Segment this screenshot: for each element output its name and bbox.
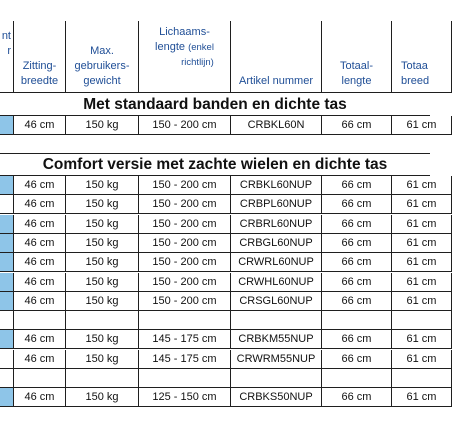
article-number-cell: CRBKM55NUP — [231, 330, 322, 349]
body-length-cell: 150 - 200 cm — [139, 292, 231, 311]
header-seat-width-line1: Zitting- — [22, 60, 57, 72]
body-length-cell: 145 - 175 cm — [139, 350, 231, 369]
max-weight-cell: 150 kg — [66, 176, 139, 195]
total-length-cell: 66 cm — [322, 253, 392, 272]
header-col0-line1: nt — [1, 30, 11, 42]
color-swatch — [0, 311, 14, 330]
seat-width-cell: 46 cm — [14, 292, 66, 311]
header-body-length — [139, 21, 231, 93]
max-weight-cell: 150 kg — [66, 234, 139, 253]
total-width-cell: 61 cm — [392, 215, 452, 234]
max-weight-cell: 150 kg — [66, 195, 139, 214]
max-weight-cell: 150 kg — [66, 215, 139, 234]
header-col0-line2: r — [7, 45, 11, 57]
article-number-cell: CRBKL60NUP — [231, 176, 322, 195]
header-total-length-line1: Totaal- — [339, 60, 374, 72]
header-total-width-line2: breed — [401, 75, 430, 87]
seat-width-cell — [14, 311, 66, 330]
seat-width-cell: 46 cm — [14, 195, 66, 214]
max-weight-cell — [66, 311, 139, 330]
color-swatch — [0, 253, 14, 272]
total-length-cell: 66 cm — [322, 292, 392, 311]
color-swatch — [0, 116, 14, 135]
header-max-weight-line1: Max. — [90, 45, 114, 57]
section-heading-comfort: Comfort versie met zachte wielen en dichte tas — [0, 154, 430, 176]
table-row — [0, 388, 437, 407]
table-row — [0, 311, 430, 330]
max-weight-cell: 150 kg — [66, 292, 139, 311]
total-width-cell: 61 cm — [392, 350, 452, 369]
color-swatch — [0, 350, 14, 369]
max-weight-cell: 150 kg — [66, 388, 139, 407]
body-length-cell: 150 - 200 cm — [139, 116, 231, 135]
header-article-number-label: Artikel nummer — [239, 75, 313, 87]
max-weight-cell: 150 kg — [66, 253, 139, 272]
color-swatch — [0, 369, 14, 388]
total-length-cell: 66 cm — [322, 350, 392, 369]
seat-width-cell: 46 cm — [14, 215, 66, 234]
body-length-cell: 125 - 150 cm — [139, 388, 231, 407]
seat-width-cell: 46 cm — [14, 330, 66, 349]
header-seat-width — [14, 21, 66, 93]
header-max-weight — [66, 21, 139, 93]
header-total-width — [392, 21, 452, 93]
body-length-cell: 150 - 200 cm — [139, 234, 231, 253]
total-length-cell: 66 cm — [322, 388, 392, 407]
max-weight-cell: 150 kg — [66, 273, 139, 292]
total-width-cell: 61 cm — [392, 195, 452, 214]
max-weight-cell — [66, 369, 139, 388]
article-number-cell: CRBRL60NUP — [231, 215, 322, 234]
article-number-cell: CRWRL60NUP — [231, 253, 322, 272]
total-length-cell — [322, 311, 392, 330]
header-max-weight-line3: gewicht — [83, 75, 121, 87]
table-row — [0, 292, 437, 311]
total-length-cell: 66 cm — [322, 234, 392, 253]
table-row — [0, 273, 437, 292]
color-swatch — [0, 292, 14, 311]
header-total-width-line1: Totaa — [401, 60, 428, 72]
article-number-cell: CRWHL60NUP — [231, 273, 322, 292]
total-length-cell: 66 cm — [322, 330, 392, 349]
header-body-length-line2: lengte — [155, 41, 186, 53]
seat-width-cell: 46 cm — [14, 273, 66, 292]
seat-width-cell — [14, 369, 66, 388]
seat-width-cell: 46 cm — [14, 234, 66, 253]
total-width-cell: 61 cm — [392, 234, 452, 253]
header-article-number — [231, 21, 322, 93]
color-swatch — [0, 234, 14, 253]
article-number-cell: CRSGL60NUP — [231, 292, 322, 311]
total-length-cell: 66 cm — [322, 176, 392, 195]
seat-width-cell: 46 cm — [14, 350, 66, 369]
color-swatch — [0, 388, 14, 407]
article-number-cell: CRBGL60NUP — [231, 234, 322, 253]
total-length-cell: 66 cm — [322, 215, 392, 234]
table-row — [0, 176, 437, 195]
article-number-cell: CRBKS50NUP — [231, 388, 322, 407]
color-swatch — [0, 176, 14, 195]
color-swatch — [0, 195, 14, 214]
seat-width-cell: 46 cm — [14, 176, 66, 195]
max-weight-cell: 150 kg — [66, 116, 139, 135]
body-length-cell: 145 - 175 cm — [139, 330, 231, 349]
article-number-cell: CRWRM55NUP — [231, 350, 322, 369]
body-length-cell: 150 - 200 cm — [139, 176, 231, 195]
article-number-cell — [231, 369, 322, 388]
max-weight-cell: 150 kg — [66, 330, 139, 349]
header-total-length-line2: lengte — [341, 75, 372, 87]
header-body-length-note2: richtlijn) — [181, 57, 214, 68]
table-row — [0, 116, 437, 135]
header-body-length-line1: Lichaams- — [159, 26, 210, 38]
total-width-cell: 61 cm — [392, 330, 452, 349]
total-length-cell — [322, 369, 392, 388]
color-swatch — [0, 273, 14, 292]
seat-width-cell: 46 cm — [14, 116, 66, 135]
seat-width-cell: 46 cm — [14, 388, 66, 407]
body-length-cell: 150 - 200 cm — [139, 215, 231, 234]
total-width-cell: 61 cm — [392, 292, 452, 311]
spacer-band — [0, 135, 430, 154]
header-body-length-note1: (enkel — [188, 42, 214, 53]
table-row — [0, 195, 437, 214]
article-number-cell — [231, 311, 322, 330]
article-number-cell: CRBPL60NUP — [231, 195, 322, 214]
table-row — [0, 215, 437, 234]
total-width-cell: 61 cm — [392, 176, 452, 195]
total-length-cell: 66 cm — [322, 116, 392, 135]
article-number-cell: CRBKL60N — [231, 116, 322, 135]
body-length-cell: 150 - 200 cm — [139, 273, 231, 292]
color-swatch — [0, 215, 14, 234]
table-row — [0, 369, 430, 388]
total-width-cell: 61 cm — [392, 388, 452, 407]
total-width-cell — [392, 369, 452, 388]
body-length-cell: 150 - 200 cm — [139, 253, 231, 272]
table-row — [0, 350, 437, 369]
total-length-cell: 66 cm — [322, 273, 392, 292]
total-width-cell: 61 cm — [392, 116, 452, 135]
total-width-cell: 61 cm — [392, 253, 452, 272]
header-total-length — [322, 21, 392, 93]
table-row — [0, 330, 437, 349]
max-weight-cell: 150 kg — [66, 350, 139, 369]
header-col0 — [0, 21, 14, 93]
body-length-cell: 150 - 200 cm — [139, 195, 231, 214]
table-row — [0, 253, 437, 272]
table-row — [0, 234, 437, 253]
total-width-cell: 61 cm — [392, 273, 452, 292]
header-max-weight-line2: gebruikers- — [74, 60, 130, 72]
header-seat-width-line2: breedte — [20, 75, 59, 87]
section-heading-standard: Met standaard banden en dichte tas — [0, 93, 430, 116]
body-length-cell — [139, 311, 231, 330]
total-length-cell: 66 cm — [322, 195, 392, 214]
seat-width-cell: 46 cm — [14, 253, 66, 272]
body-length-cell — [139, 369, 231, 388]
color-swatch — [0, 330, 14, 349]
total-width-cell — [392, 311, 452, 330]
